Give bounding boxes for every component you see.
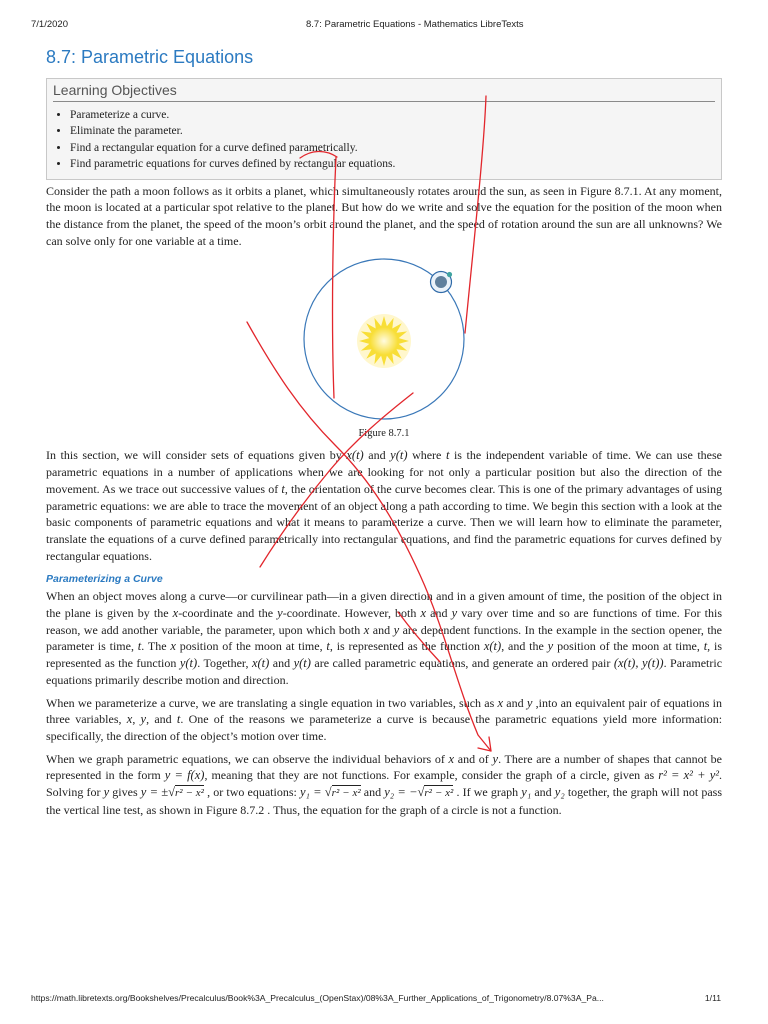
math-symbols: y	[103, 785, 110, 800]
text-run: , or two equations:	[203, 785, 300, 800]
text-run: . Parametric equations primarily describe motion and direction.	[46, 656, 723, 687]
learning-objective-item: • Parameterize a curve.	[70, 107, 715, 123]
text-run: , and the	[501, 639, 548, 654]
math-symbols: y	[526, 695, 533, 710]
text-run: . The	[141, 639, 171, 654]
math-symbols: x	[172, 606, 179, 621]
math-expression	[165, 768, 205, 782]
text-run: , the orientation of the curve becomes clear. This is one of the primary advantages of using parametric equations: we are able to trace the movement of an object along a path according to time. We begin this section with a look at the basic components of parametric equations and what it means to parameterize a curve. Then we will learn how to eliminate the parameter, translate the equations of a curve defined parametrically into rectangular equations, and find the parametric equations for curves defined by rectangular equations.	[46, 481, 722, 563]
math-symbols: x	[363, 622, 370, 637]
text-run: When an object moves along a curve—or curvilinear path—in a given direction and in a given amount of time, the position of the object in the plane is given by the	[46, 589, 722, 621]
text-run: -coordinate. However, both	[282, 606, 421, 621]
text-run: , is represented as the function	[329, 639, 484, 654]
article-content	[46, 44, 722, 819]
figure-caption: Figure 8.7.1	[358, 428, 410, 440]
math-symbols: y₂ = −√	[384, 785, 425, 800]
learning-objective-item: • Find parametric equations for curves defined by rectangular equations.	[70, 156, 715, 172]
math-symbols: x(t)	[483, 639, 502, 654]
print-header	[31, 18, 737, 32]
learning-objectives-list	[53, 107, 715, 173]
text-run: and	[363, 448, 391, 463]
math-expression	[555, 785, 565, 799]
text-run: When we graph parametric equations, we can observe the individual behaviors of	[46, 751, 449, 766]
intro-paragraph	[46, 183, 722, 250]
text-run: , and	[146, 712, 177, 727]
math-expression	[614, 656, 664, 670]
math-expression	[180, 656, 197, 670]
text-run: is the independent variable of time. We can use these parametric equations in a number of applications when we are looking for not only a particular position but also the direction of the movement. As we trace out successive values of	[46, 448, 722, 496]
text-run: . There are a number of shapes that cannot be represented in the form	[46, 751, 722, 783]
math-symbols: t	[326, 639, 330, 654]
planet	[435, 276, 447, 288]
text-run: and of	[454, 751, 493, 766]
parameterizing-paragraph-3	[46, 751, 722, 819]
text-run: . One of the reasons we parameterize a curve is because the parametric equations yield more information: specifically, the direction of the object’s motion over time.	[46, 712, 723, 743]
sun	[370, 327, 398, 355]
print-url: https://math.libretexts.org/Bookshelves/Precalculus/Book%3A_Precalculus_(OpenStax)/08%3A_Further_Applications_of_Trigonometry/8.07%3A_Pa...	[31, 993, 604, 1003]
text-run: vary over time and so are functions of time. For this reason, we add another variable, the parameter, upon which both	[46, 606, 722, 637]
square-root-radicand: r² − x²	[424, 787, 454, 800]
math-symbols: t	[703, 639, 708, 654]
section-heading: Parameterizing a Curve	[46, 573, 163, 586]
math-symbols: y₁	[521, 785, 532, 800]
figure-8-7-1	[46, 255, 722, 441]
print-date: 7/1/2020	[31, 19, 68, 30]
text-run: where	[407, 448, 446, 463]
text-run: Consider the path a moon follows as it orbits a planet, which simultaneously rotates around the sun, as seen in Figure 8.7.1. At any moment, the moon is located at a particular spot relative to the planet. But how do we write and solve the equation for the position of the moon when the distance from the planet, the speed of the moon’s orbit around the planet, and the speed of rotation around the sun are all unknowns? We can solve only for one variable at a time.	[46, 183, 722, 248]
text-run: position of the moon at time,	[553, 639, 704, 654]
moon	[447, 272, 452, 277]
math-symbols: x	[170, 639, 176, 654]
text-run: and	[369, 622, 394, 637]
parameterizing-paragraph-2	[46, 695, 722, 745]
orbit-illustration	[46, 255, 722, 427]
square-root-radicand: r² − x²	[331, 787, 361, 800]
text-run: . Solving for	[46, 768, 722, 800]
math-symbols: r² = x² + y²	[658, 768, 719, 783]
text-run: and	[360, 785, 385, 800]
section-overview-paragraph	[46, 447, 722, 564]
learning-objectives-box	[46, 78, 722, 180]
text-run: together, the graph will not pass the vertical line test, as shown in Figure 8.7.2 . Thus, the equation for the graph of a circle is not a function.	[46, 785, 722, 817]
text-run: ,	[132, 712, 141, 727]
text-run: , meaning that they are not functions. For example, consider the graph of a circle, given as	[204, 768, 659, 783]
math-expression	[141, 785, 204, 799]
text-run: position of the moon at time,	[175, 639, 327, 654]
print-page-title: 8.7: Parametric Equations - Mathematics LibreTexts	[306, 19, 524, 30]
text-run: . Together,	[197, 656, 252, 671]
text-run: and	[531, 785, 555, 800]
text-run: and	[503, 695, 527, 710]
math-symbols: x(t)	[346, 448, 364, 463]
text-run: and	[269, 656, 294, 671]
math-expression	[658, 768, 719, 782]
math-symbols: t	[137, 639, 142, 654]
math-symbols: y	[451, 606, 458, 621]
text-run: -coordinate and the	[178, 606, 278, 621]
math-expression	[390, 448, 407, 462]
math-expression	[484, 639, 501, 653]
learning-objective-item: • Eliminate the parameter.	[70, 123, 715, 139]
text-run: When we parameterize a curve, we are translating a single equation in two variables, such as	[46, 695, 498, 710]
text-run: are dependent functions. In the example in the section opener, the parameter is time,	[46, 622, 722, 654]
math-symbols: x	[420, 606, 427, 621]
learning-objective-item: • Find a rectangular equation for a curve defined parametrically.	[70, 140, 715, 156]
text-run: In this section, we will consider sets of equations given by	[46, 448, 347, 463]
text-run: . If we graph	[453, 785, 522, 800]
text-run: and	[426, 606, 452, 621]
print-footer	[31, 991, 737, 1005]
math-symbols: y	[393, 622, 400, 637]
math-symbols: y₁ = √	[299, 785, 332, 800]
math-expression	[252, 656, 269, 670]
math-symbols: t	[281, 481, 285, 496]
math-symbols: y = ±√	[140, 785, 176, 800]
square-root-radicand: r² − x²	[175, 787, 204, 800]
math-symbols: x(t)	[251, 656, 270, 671]
math-symbols: x	[448, 751, 455, 766]
math-symbols: y₂	[554, 785, 565, 800]
math-symbols: y(t)	[179, 656, 198, 671]
math-symbols: y = f(x)	[164, 768, 205, 783]
math-expression	[346, 448, 363, 462]
text-run: ,into an equivalent pair of equations in three variables,	[46, 695, 723, 727]
learning-objectives-heading: Learning Objectives	[53, 82, 715, 102]
math-symbols: x	[497, 695, 504, 710]
math-expression	[521, 785, 531, 799]
print-page-number: 1/11	[704, 993, 721, 1003]
math-symbols: y	[140, 712, 147, 727]
math-expression	[384, 785, 453, 799]
math-symbols: x	[126, 712, 133, 727]
math-symbols: y(t)	[390, 448, 408, 463]
math-symbols: y(t)	[293, 656, 311, 671]
text-run: , is represented as the function	[46, 639, 723, 671]
math-symbols: t	[445, 448, 450, 463]
math-expression	[300, 785, 361, 799]
math-symbols: t	[176, 712, 181, 727]
page-title: 8.7: Parametric Equations	[46, 47, 254, 67]
math-symbols: (x(t), y(t))	[613, 656, 664, 671]
text-run: are called parametric equations, and generate an ordered pair	[310, 656, 614, 671]
parameterizing-paragraph-1	[46, 588, 722, 688]
math-expression	[294, 656, 311, 670]
text-run: gives	[109, 785, 141, 800]
math-symbols: y	[547, 639, 554, 654]
math-symbols: y	[277, 606, 283, 621]
math-symbols: y	[492, 751, 499, 766]
